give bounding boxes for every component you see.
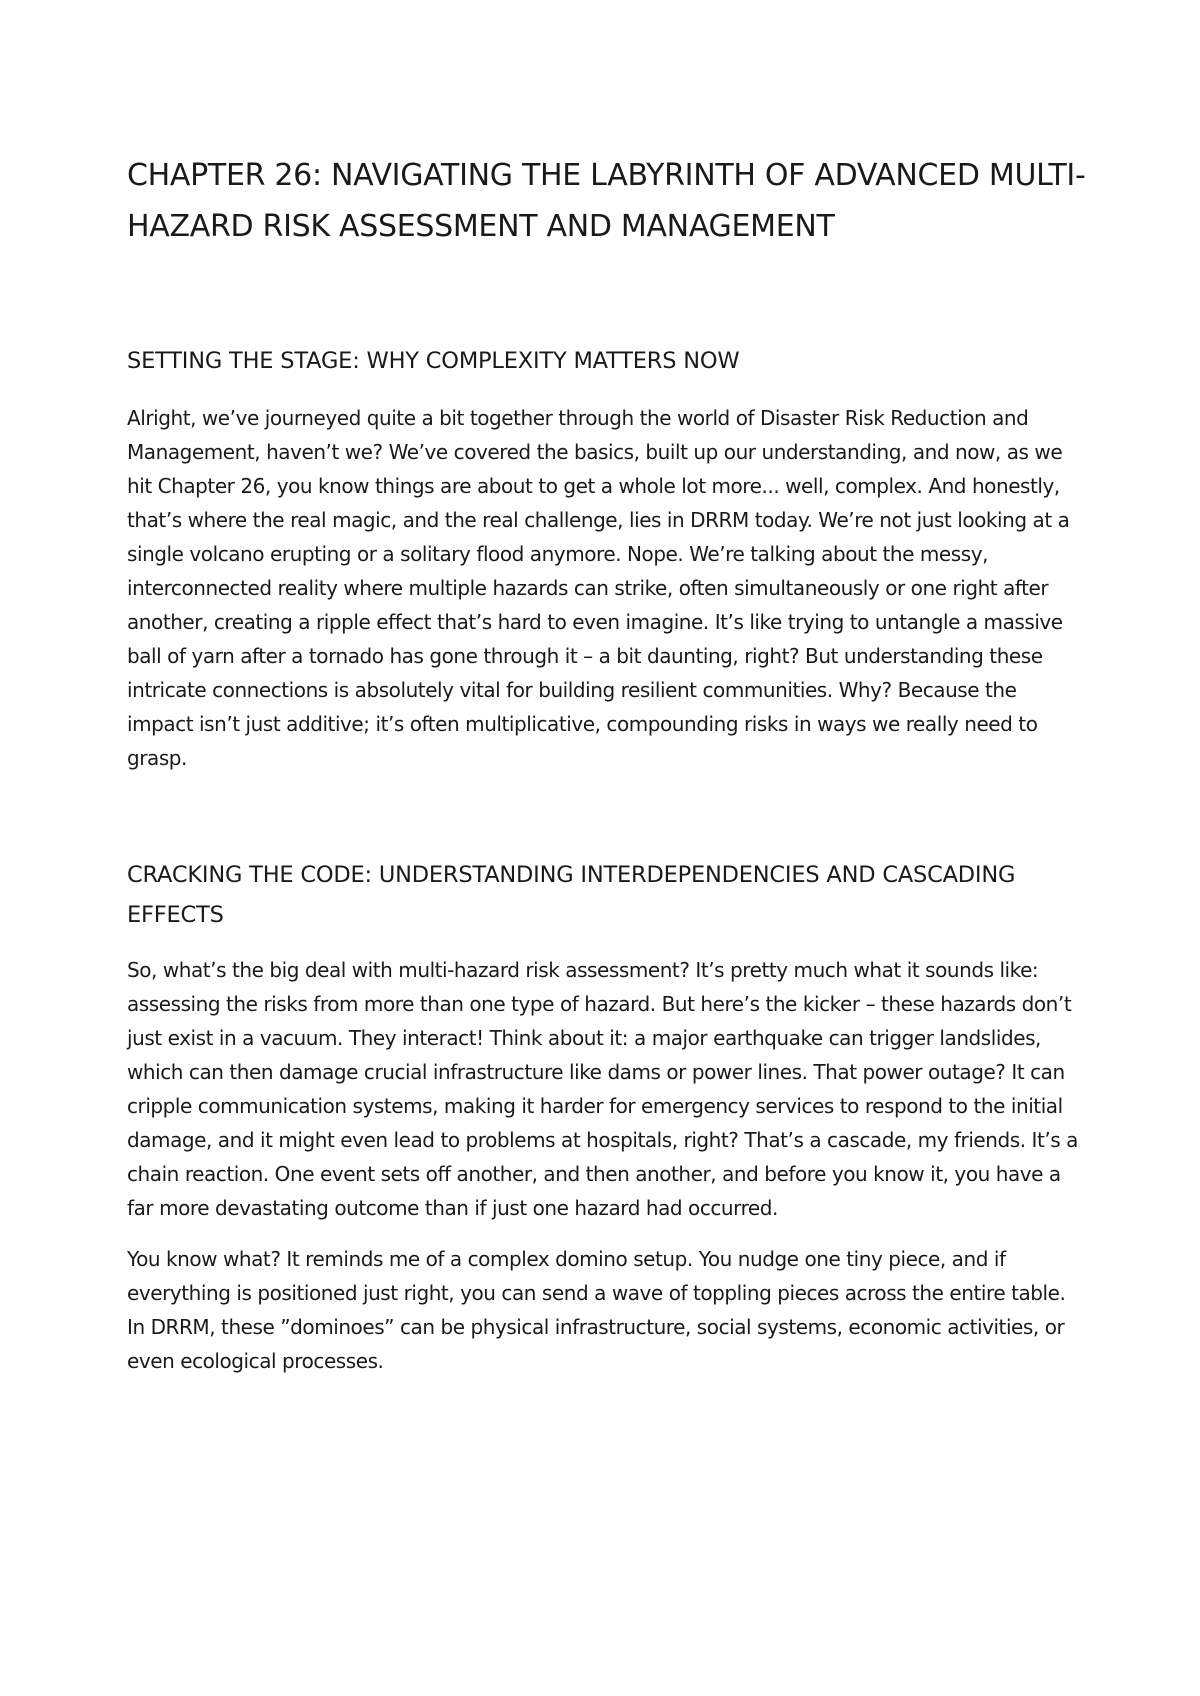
section-heading: SETTING THE STAGE: WHY COMPLEXITY MATTERS NOW bbox=[127, 348, 740, 374]
chapter-title: CHAPTER 26: NAVIGATING THE LABYRINTH OF ADVANCED MULTI-HAZARD RISK ASSESSMENT AND MANAGEMENT bbox=[127, 158, 1086, 244]
body-paragraph: You know what? It reminds me of a complex domino setup. You nudge one tiny piece, and if everything is positioned just right, you can send a wave of toppling pieces across the entire table. In DRRM, these ”dominoes” can be physical infrastructure, social systems, economic activities, or even ecological processes. bbox=[127, 1247, 1066, 1373]
section-heading: CRACKING THE CODE: UNDERSTANDING INTERDEPENDENCIES AND CASCADING EFFECTS bbox=[127, 862, 1016, 928]
body-paragraph: So, what’s the big deal with multi-hazard risk assessment? It’s pretty much what it sounds like: assessing the risks from more than one type of hazard. But here’s the kicker – these hazards don’t just exist in a vacuum. They interact! Think about it: a major earthquake can trigger landslides, which can then damage crucial infrastructure like dams or power lines. That power outage? It can cripple communication systems, making it harder for emergency services to respond to the initial damage, and it might even lead to problems at hospitals, right? That’s a cascade, my friends. It’s a chain reaction. One event sets off another, and then another, and before you know it, you have a far more devastating outcome than if just one hazard had occurred. bbox=[127, 958, 1078, 1220]
document-page bbox=[127, 150, 1087, 1378]
body-paragraph: Alright, we’ve journeyed quite a bit together through the world of Disaster Risk Reduction and Management, haven’t we? We’ve covered the basics, built up our understanding, and now, as we hit Chapter 26, you know things are about to get a whole lot more... well, complex. And honestly, that’s where the real magic, and the real challenge, lies in DRRM today. We’re not just looking at a single volcano erupting or a solitary flood anymore. Nope. We’re talking about the messy, interconnected reality where multiple hazards can strike, often simultaneously or one right after another, creating a ripple effect that’s hard to even imagine. It’s like trying to untangle a massive ball of yarn after a tornado has gone through it – a bit daunting, right? But understanding these intricate connections is absolutely vital for building resilient communities. Why? Because the impact isn’t just additive; it’s often multiplicative, compounding risks in ways we really need to grasp. bbox=[127, 406, 1070, 770]
section-setting-the-stage bbox=[127, 341, 1087, 775]
section-cracking-the-code bbox=[127, 855, 1087, 1378]
